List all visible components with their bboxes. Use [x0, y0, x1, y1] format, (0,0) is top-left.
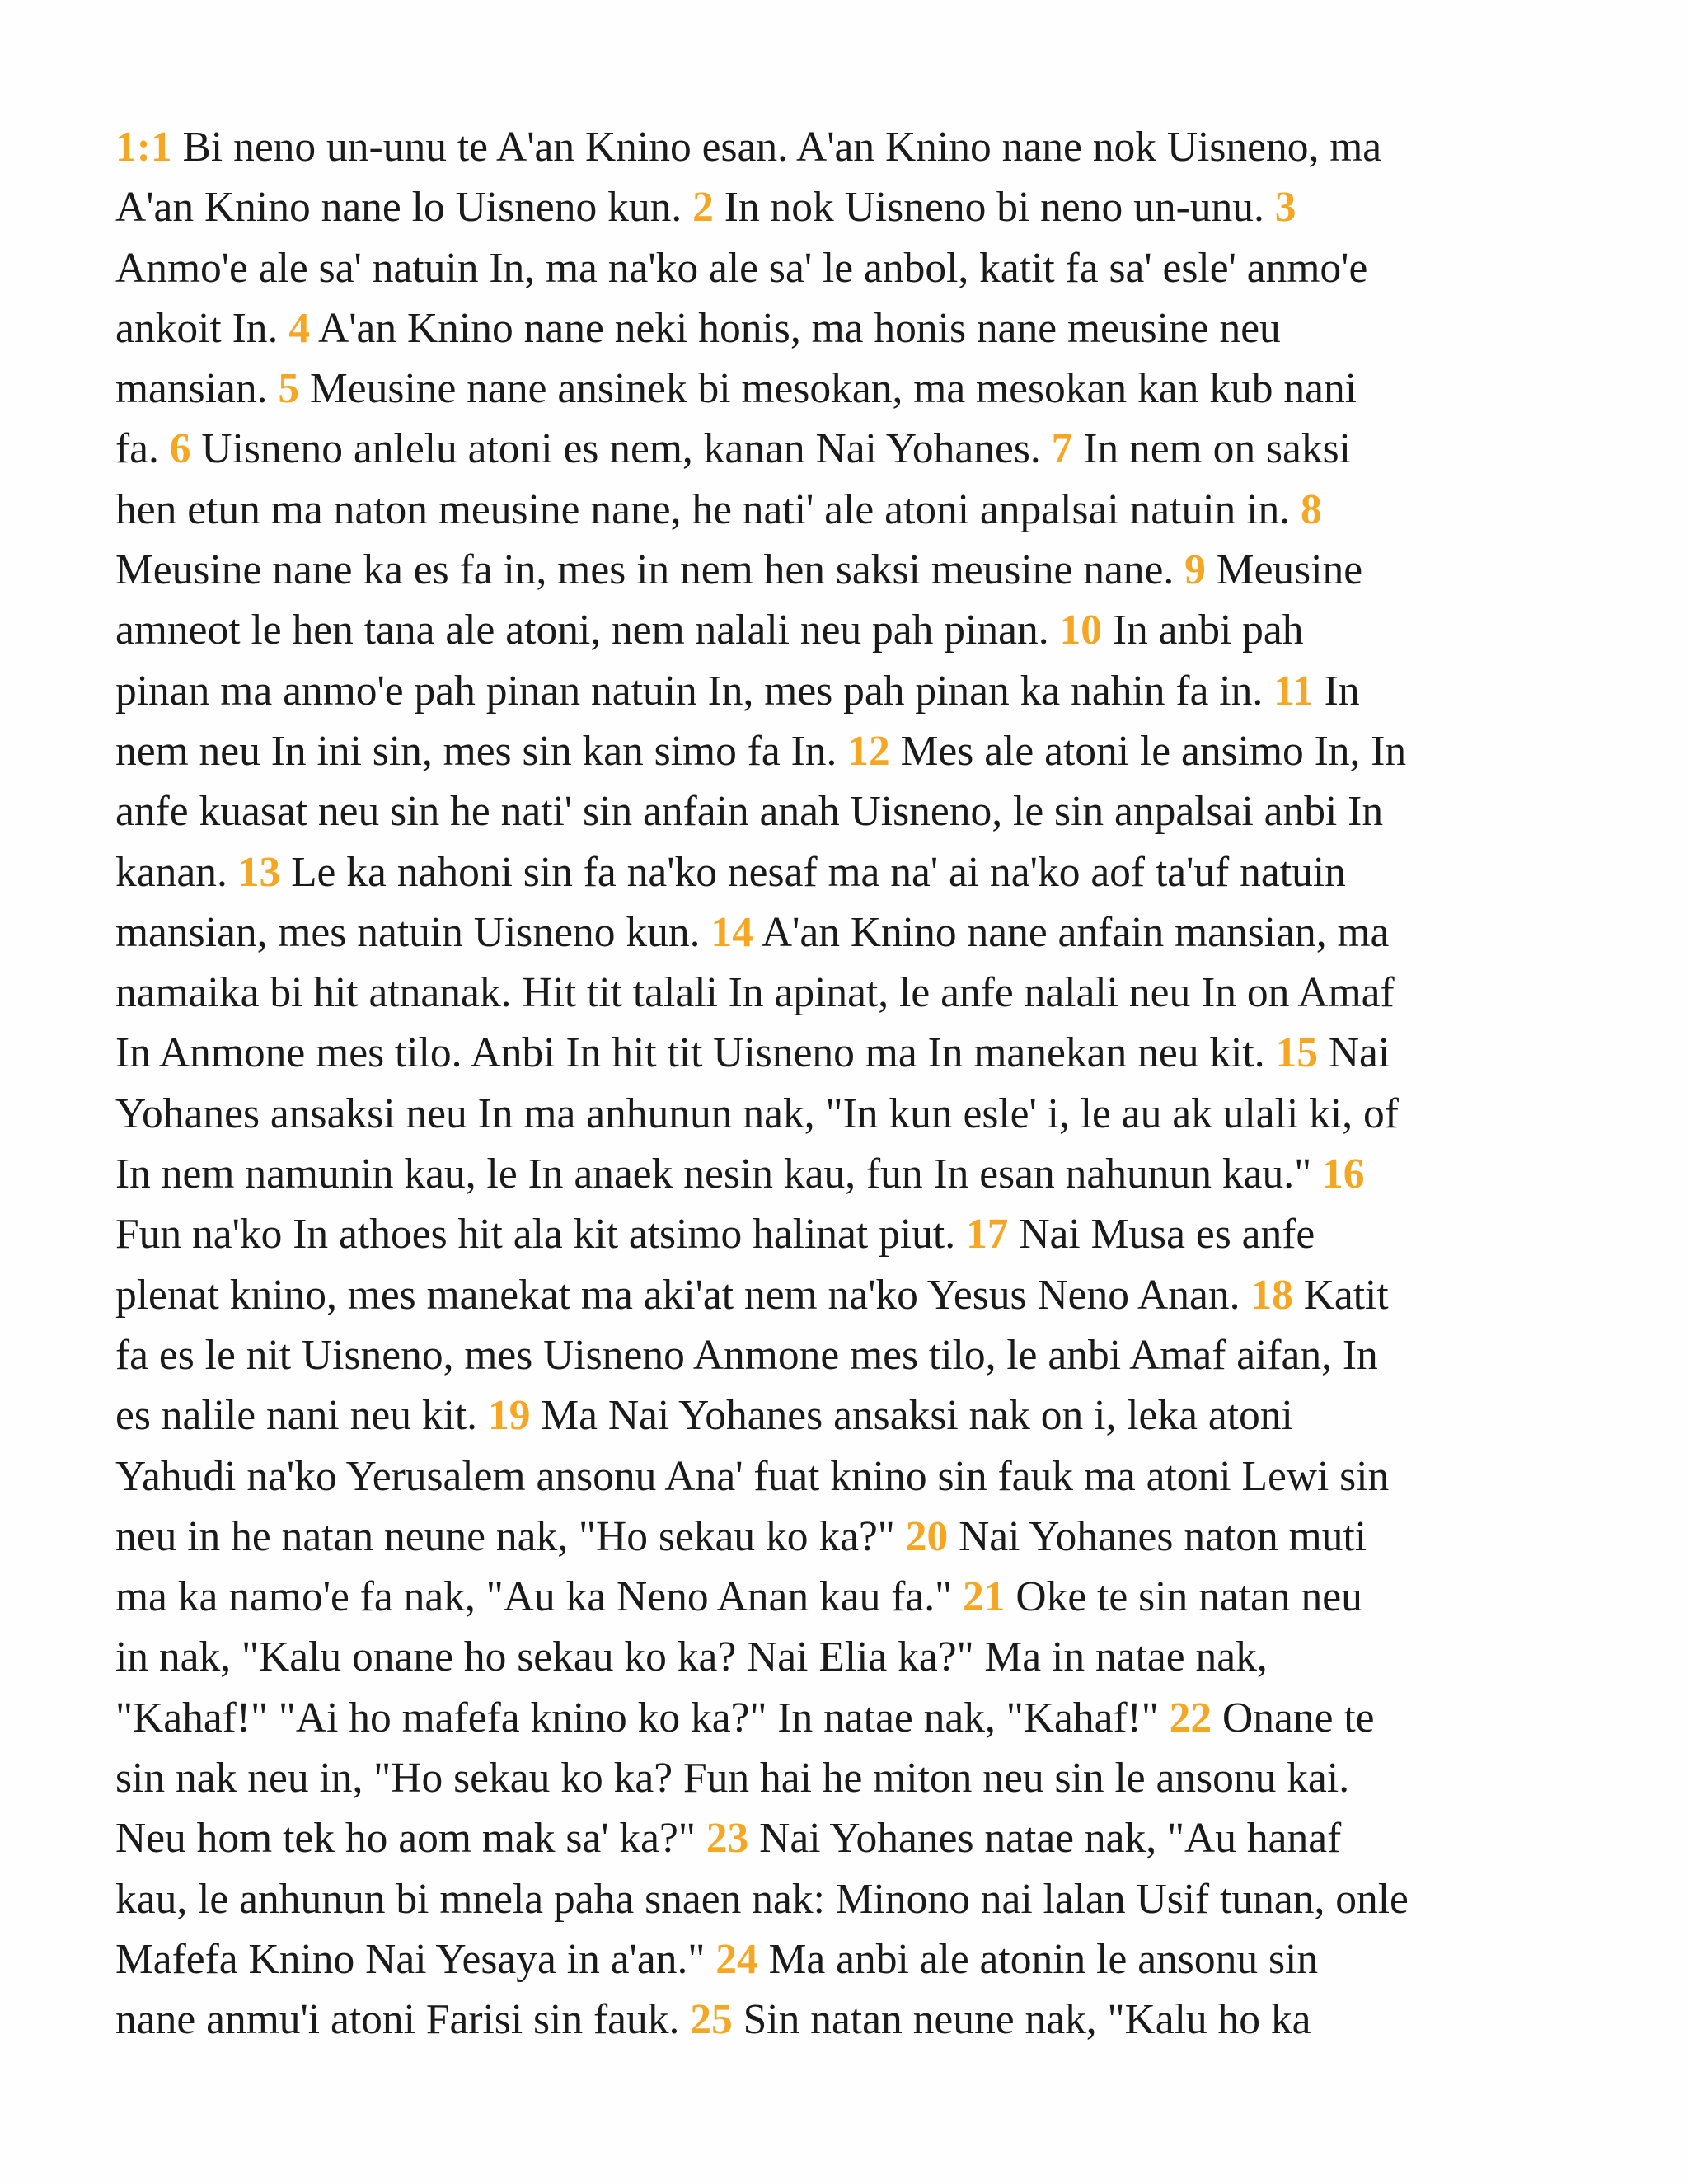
- text-line: [115, 1385, 1582, 1446]
- text-line: [115, 661, 1582, 721]
- text-line: [115, 1627, 1582, 1687]
- verse-number: 22: [1169, 1694, 1212, 1741]
- text-line: [115, 1446, 1582, 1507]
- verse-number: 7: [1051, 425, 1073, 473]
- verse-text: anfe kuasat neu sin he nati' sin anfain anah Uisneno, le sin anpalsai anbi In: [115, 788, 1384, 836]
- verse-number: 11: [1273, 667, 1314, 715]
- verse-text: In anbi pah: [1101, 607, 1304, 654]
- verse-text: A'an Knino nane anfain mansian, ma: [753, 908, 1390, 956]
- verse-text: Onane te: [1212, 1694, 1375, 1741]
- verse-text: Nai Yohanes natae nak, "Au hanaf: [748, 1815, 1342, 1863]
- verse-text: nem neu In ini sin, mes sin kan simo fa In.: [115, 727, 848, 775]
- verse-text: Nai: [1317, 1029, 1390, 1077]
- text-line: [115, 842, 1582, 902]
- text-line: [115, 1808, 1582, 1868]
- verse-text: Yohanes ansaksi neu In ma anhunun nak, "In kun esle' i, le au ak ulali ki, of: [115, 1090, 1399, 1137]
- text-line: [115, 1507, 1582, 1567]
- verse-text: "Kahaf!" "Ai ho mafefa knino ko ka?" In natae nak, "Kahaf!": [115, 1694, 1170, 1741]
- text-line: [115, 781, 1582, 841]
- verse-text: In nem namunin kau, le In anaek nesin kau, fun In esan nahunun kau.": [115, 1151, 1323, 1198]
- verse-number: 23: [706, 1815, 749, 1863]
- verse-text: neu in he natan neune nak, "Ho sekau ko ka?": [115, 1512, 906, 1560]
- verse-text: Katit: [1292, 1271, 1389, 1319]
- text-line: [115, 721, 1582, 781]
- verse-text: namaika bi hit atnanak. Hit tit talali In apinat, le anfe nalali neu In on Amaf: [115, 969, 1395, 1017]
- text-line: [115, 1869, 1582, 1929]
- verse-number: 21: [963, 1573, 1006, 1621]
- verse-text: Ma Nai Yohanes ansaksi nak on i, leka atoni: [530, 1392, 1293, 1440]
- verse-number: 14: [710, 908, 753, 956]
- verse-number: 12: [847, 727, 890, 775]
- text-line: [115, 419, 1582, 479]
- text-line: [115, 902, 1582, 963]
- verse-text: Bi neno un-unu te A'an Knino esan. A'an Knino nane nok Uisneno, ma: [171, 124, 1382, 171]
- verse-text: Mafefa Knino Nai Yesaya in a'an.": [115, 1935, 716, 1983]
- verse-text: ankoit In.: [115, 304, 289, 352]
- verse-number: 2: [692, 184, 714, 232]
- verse-text: Le ka nahoni sin fa na'ko nesaf ma na' ai na'ko aof ta'uf natuin: [280, 848, 1346, 896]
- verse-text: Meusine: [1205, 546, 1363, 594]
- text-line: [115, 540, 1582, 600]
- verse-number: 6: [169, 425, 191, 473]
- text-line: [115, 117, 1582, 177]
- verse-text: Fun na'ko In athoes hit ala kit atsimo halinat piut.: [115, 1211, 966, 1258]
- verse-number: 19: [487, 1392, 531, 1440]
- text-line: [115, 359, 1582, 419]
- text-line: [115, 1990, 1582, 2050]
- text-line: [115, 1929, 1582, 1990]
- text-line: [115, 1567, 1582, 1627]
- verse-text: es nalile nani neu kit.: [115, 1392, 488, 1440]
- verse-text: Nai Yohanes naton muti: [948, 1512, 1367, 1560]
- text-line: [115, 1325, 1582, 1385]
- verse-text: plenat knino, mes manekat ma aki'at nem na'ko Yesus Neno Anan.: [115, 1271, 1251, 1319]
- text-line: [115, 1204, 1582, 1264]
- verse-number: 9: [1184, 546, 1206, 594]
- verse-text: Mes ale atoni le ansimo In, In: [889, 727, 1407, 775]
- verse-text: mansian, mes natuin Uisneno kun.: [115, 908, 711, 956]
- text-line: [115, 1144, 1582, 1204]
- text-line: [115, 600, 1582, 660]
- verse-text: In nok Uisneno bi neno un-unu.: [713, 184, 1275, 232]
- text-line: [115, 1688, 1582, 1748]
- verse-number: 5: [278, 365, 300, 413]
- text-line: [115, 1748, 1582, 1808]
- verse-text: Sin natan neune nak, "Kalu ho ka: [732, 1996, 1311, 2044]
- verse-text: pinan ma anmo'e pah pinan natuin In, mes pah pinan ka nahin fa in.: [115, 667, 1274, 715]
- verse-number: 13: [237, 848, 281, 896]
- verse-text: amneot le hen tana ale atoni, nem nalali neu pah pinan.: [115, 607, 1060, 654]
- verse-number: 8: [1300, 485, 1322, 533]
- verse-text: A'an Knino nane lo Uisneno kun.: [115, 184, 693, 232]
- verse-text: Anmo'e ale sa' natuin In, ma na'ko ale sa' le anbol, katit fa sa' esle' anmo'e: [115, 244, 1368, 292]
- verse-text: Meusine nane ka es fa in, mes in nem hen saksi meusine nane.: [115, 546, 1185, 594]
- text-line: [115, 1023, 1582, 1083]
- verse-text: Nai Musa es anfe: [1008, 1211, 1315, 1258]
- verse-text: ma ka namo'e fa nak, "Au ka Neno Anan kau fa.": [115, 1573, 964, 1621]
- text-line: [115, 1265, 1582, 1325]
- verse-text: A'an Knino nane neki honis, ma honis nane meusine neu: [310, 304, 1281, 352]
- verse-text: In nem on saksi: [1072, 425, 1351, 473]
- verse-text: Neu hom tek ho aom mak sa' ka?": [115, 1815, 706, 1863]
- verse-text: In: [1313, 667, 1360, 715]
- verse-text: fa es le nit Uisneno, mes Uisneno Anmone mes tilo, le anbi Amaf aifan, In: [115, 1331, 1378, 1379]
- verse-number: 3: [1274, 184, 1296, 232]
- verse-number: 10: [1059, 607, 1102, 654]
- verse-number: 25: [690, 1996, 733, 2044]
- verse-text: hen etun ma naton meusine nane, he nati' ale atoni anpalsai natuin in.: [115, 485, 1301, 533]
- verse-text: Yahudi na'ko Yerusalem ansonu Ana' fuat knino sin fauk ma atoni Lewi sin: [115, 1452, 1390, 1500]
- verse-text: kanan.: [115, 848, 238, 896]
- text-line: [115, 963, 1582, 1023]
- verse-text: mansian.: [115, 365, 279, 413]
- verse-text: fa.: [115, 425, 170, 473]
- text-line: [115, 1084, 1582, 1144]
- text-line: [115, 177, 1582, 237]
- verse-text: In Anmone mes tilo. Anbi In hit tit Uisneno ma In manekan neu kit.: [115, 1029, 1276, 1077]
- text-line: [115, 298, 1582, 359]
- text-line: [115, 238, 1582, 298]
- verse-number: 15: [1275, 1029, 1318, 1077]
- verse-text: Oke te sin natan neu: [1005, 1573, 1362, 1621]
- verse-number: 17: [965, 1211, 1009, 1258]
- scripture-page: [115, 117, 1582, 2050]
- verse-text: Ma anbi ale atonin le ansonu sin: [757, 1935, 1319, 1983]
- verse-text: in nak, "Kalu onane ho sekau ko ka? Nai Elia ka?" Ma in natae nak,: [115, 1633, 1268, 1681]
- verse-text: kau, le anhunun bi mnela paha snaen nak: Minono nai lalan Usif tunan, onle: [115, 1875, 1409, 1923]
- verse-text: nane anmu'i atoni Farisi sin fauk.: [115, 1996, 691, 2044]
- verse-number: 1:1: [115, 124, 172, 171]
- verse-text: Meusine nane ansinek bi mesokan, ma mesokan kan kub nani: [299, 365, 1357, 413]
- verse-number: 18: [1250, 1271, 1293, 1319]
- verse-number: 16: [1322, 1151, 1365, 1198]
- verse-text: sin nak neu in, "Ho sekau ko ka? Fun hai he miton neu sin le ansonu kai.: [115, 1755, 1350, 1802]
- verse-number: 4: [288, 304, 310, 352]
- verse-number: 20: [905, 1512, 949, 1560]
- text-line: [115, 480, 1582, 540]
- verse-number: 24: [715, 1935, 758, 1983]
- verse-text: Uisneno anlelu atoni es nem, kanan Nai Yohanes.: [190, 425, 1052, 473]
